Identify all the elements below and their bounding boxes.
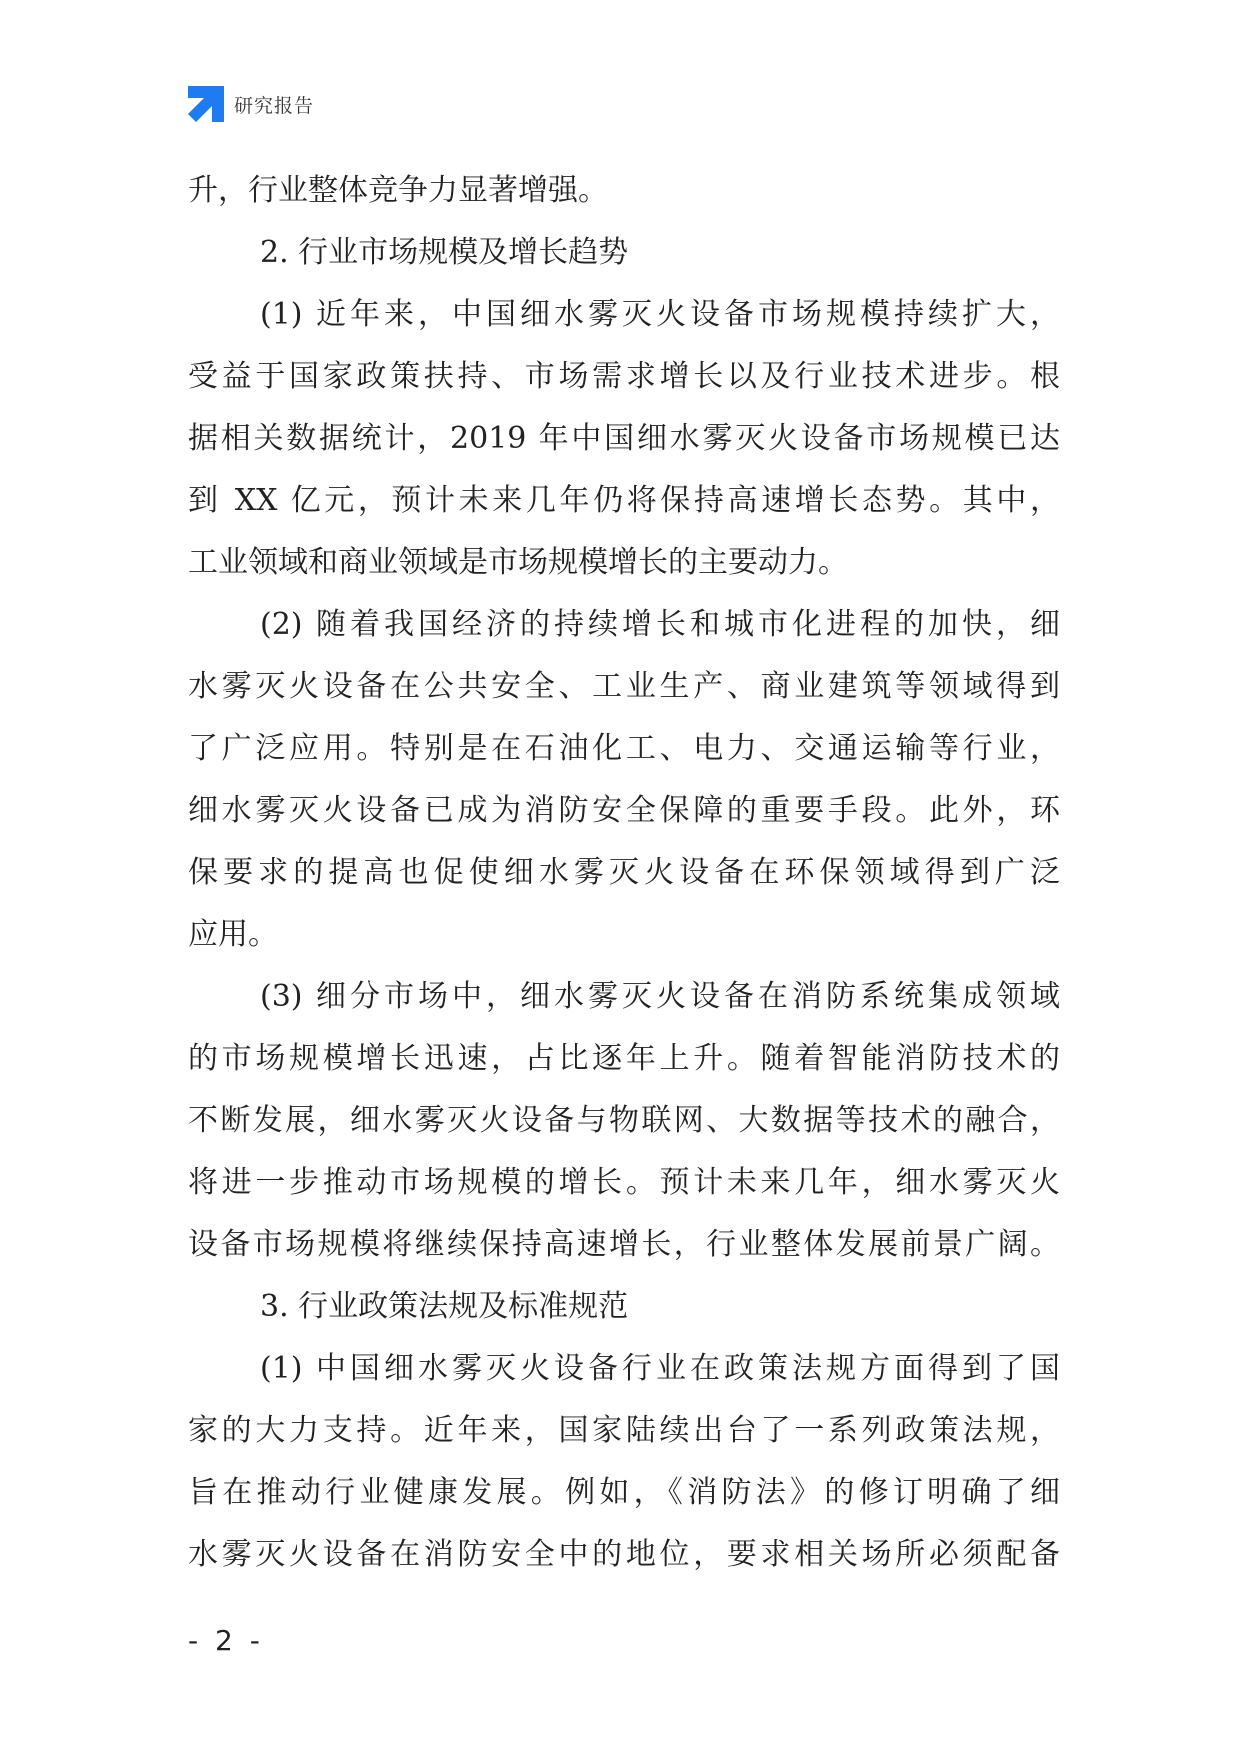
- text-line: 的市场规模增长迅速，占比逐年上升。随着智能消防技术的: [188, 1041, 1060, 1076]
- text-line: 保要求的提高也促使细水雾灭火设备在环保领域得到广泛: [188, 855, 1060, 890]
- text-line: 旨在推动行业健康发展。例如，《消防法》的修订明确了细: [188, 1475, 1060, 1510]
- text-line: 水雾灭火设备在公共安全、工业生产、商业建筑等领域得到: [188, 669, 1060, 704]
- paragraph-start: (3) 细分市场中，细水雾灭火设备在消防系统集成领域: [260, 979, 1060, 1014]
- section-heading: 2. 行业市场规模及增长趋势: [260, 235, 629, 270]
- text-line: 应用。: [188, 917, 278, 952]
- paragraph-start: (2) 随着我国经济的持续增长和城市化进程的加快，细: [260, 607, 1060, 642]
- text-line: 细水雾灭火设备已成为消防安全保障的重要手段。此外，环: [188, 793, 1060, 828]
- arrow-logo-icon: [188, 86, 224, 122]
- text-line: 家的大力支持。近年来，国家陆续出台了一系列政策法规，: [188, 1413, 1060, 1448]
- text-line: 到 XX 亿元，预计未来几年仍将保持高速增长态势。其中，: [188, 483, 1060, 518]
- text-line: 据相关数据统计，2019 年中国细水雾灭火设备市场规模已达: [188, 421, 1060, 456]
- text-line: 将进一步推动市场规模的增长。预计未来几年，细水雾灭火: [188, 1165, 1060, 1200]
- paragraph-start: (1) 中国细水雾灭火设备行业在政策法规方面得到了国: [260, 1351, 1060, 1386]
- text-line: 了广泛应用。特别是在石油化工、电力、交通运输等行业，: [188, 731, 1060, 766]
- text-line: 升，行业整体竞争力显著增强。: [188, 173, 608, 208]
- text-line: 水雾灭火设备在消防安全中的地位，要求相关场所必须配备: [188, 1537, 1060, 1572]
- text-line: 工业领域和商业领域是市场规模增长的主要动力。: [188, 545, 848, 580]
- document-body: [188, 160, 1060, 1586]
- paragraph-start: (1) 近年来，中国细水雾灭火设备市场规模持续扩大，: [260, 297, 1060, 332]
- header-title: 研究报告: [234, 94, 315, 117]
- page-header: [188, 86, 314, 122]
- text-line: 不断发展，细水雾灭火设备与物联网、大数据等技术的融合，: [188, 1103, 1060, 1138]
- text-line: 受益于国家政策扶持、市场需求增长以及行业技术进步。根: [188, 359, 1060, 394]
- text-line: 设备市场规模将继续保持高速增长，行业整体发展前景广阔。: [188, 1227, 1060, 1262]
- page-number: - 2 -: [188, 1624, 264, 1657]
- section-heading: 3. 行业政策法规及标准规范: [260, 1289, 629, 1324]
